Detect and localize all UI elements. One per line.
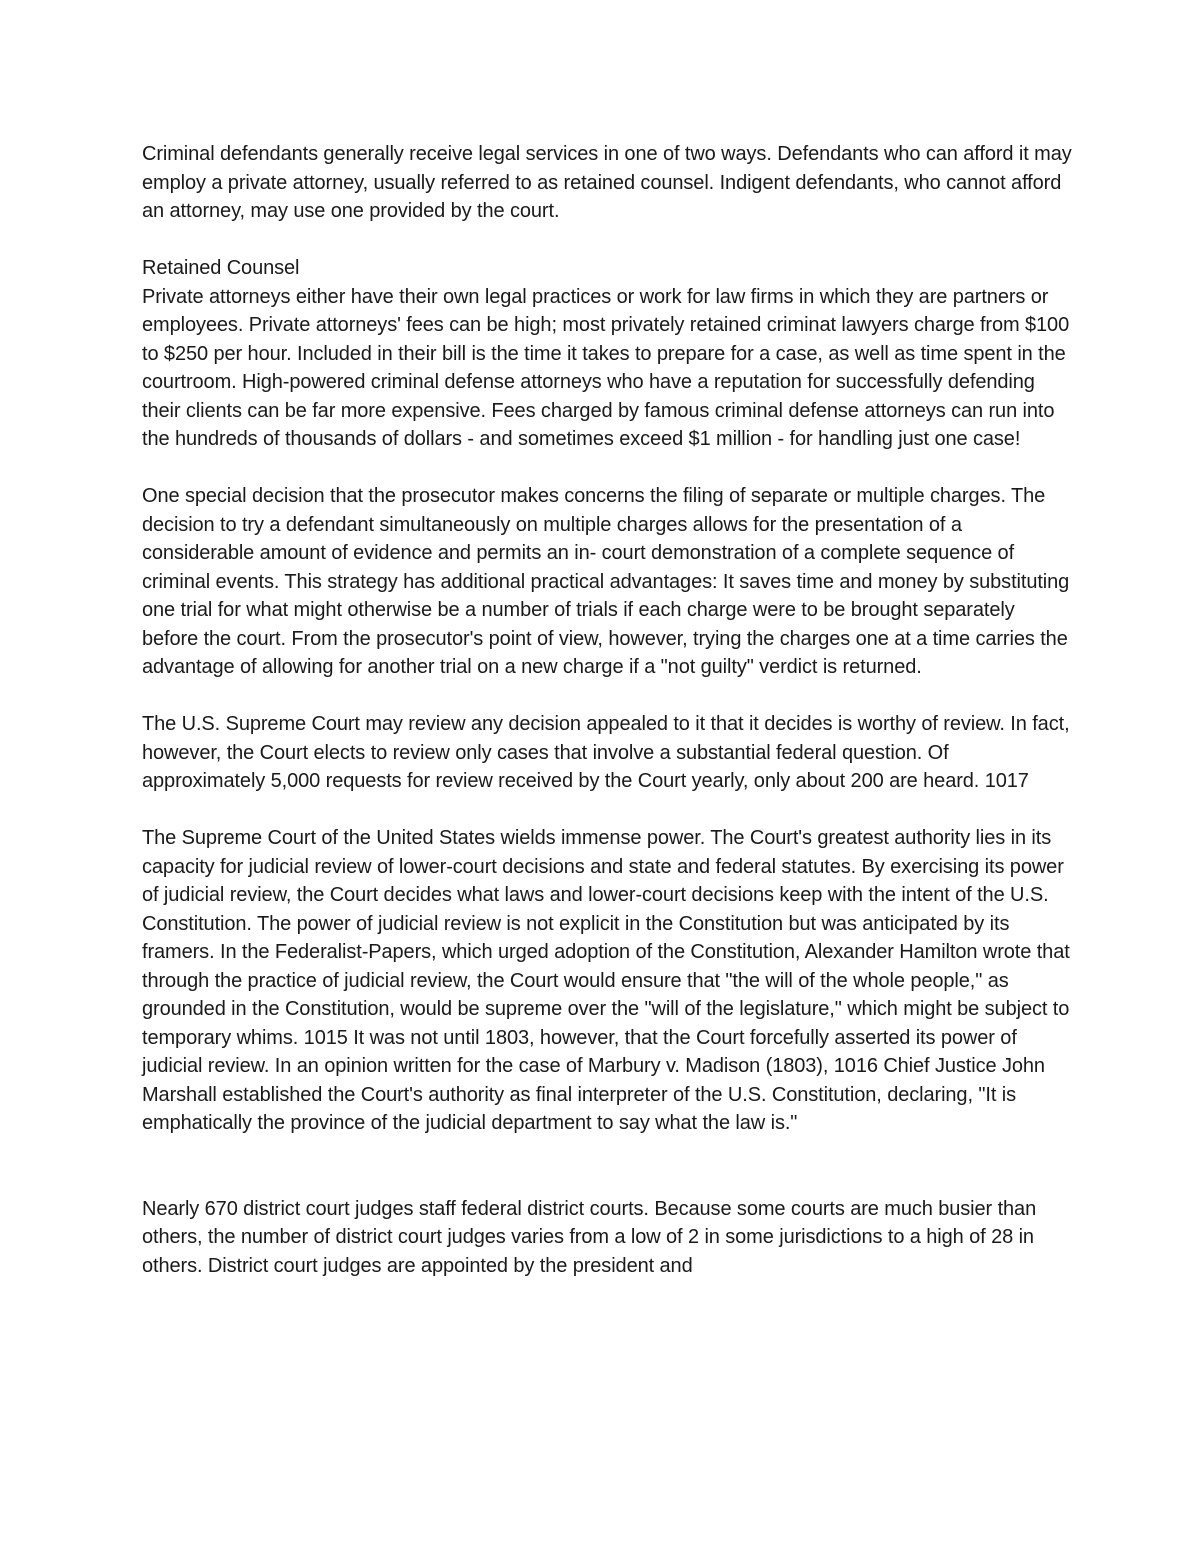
paragraph-private-attorneys: Private attorneys either have their own legal practices or work for law firms in which they are partners or employees. Private attorneys' fees can be high; most privately retained criminat lawyers charge from $100 to $250 per hour. Included in their bill is the time it takes to prepare for a case, as well as time spent in the courtroom. High-powered criminal defense attorneys who have a reputation for successfully defending their clients can be far more expensive. Fees charged by famous criminal defense attorneys can run into the hundreds of thousands of dollars - and sometimes exceed $1 million - for handling just one case! bbox=[142, 285, 1070, 450]
paragraph-district-court-judges: Nearly 670 district court judges staff federal district courts. Because some courts are much busier than others, the number of district court judges varies from a low of 2 in some jurisdictions to a high of 28 in others. District court judges are appointed by the president and bbox=[142, 1197, 1037, 1277]
paragraph-gap bbox=[142, 226, 1072, 255]
document-body bbox=[142, 140, 1072, 1280]
paragraph-legal-services: Criminal defendants generally receive legal services in one of two ways. Defendants who can afford it may employ a private attorney, usually referred to as retained counsel. Indigent defendants, who cannot afford an attorney, may use one provided by the court. bbox=[142, 143, 1072, 222]
paragraph-judicial-review: The Supreme Court of the United States wields immense power. The Court's greatest authority lies in its capacity for judicial review of lower-court decisions and state and federal statutes. By exercising its power of judicial review, the Court decides what laws and lower-court decisions keep with the intent of the U.S. Constitution. The power of judicial review is not explicit in the Constitution but was anticipated by its framers. In the Federalist-Papers, which urged adoption of the Constitution, Alexander Hamilton wrote that through the practice of judicial review, the Court would ensure that "the will of the whole people," as grounded in the Constitution, would be supreme over the "will of the legislature," which might be subject to temporary whims. 1015 It was not until 1803, however, that the Court forcefully asserted its power of judicial review. In an opinion written for the case of Marbury v. Madison (1803), 1016 Chief Justice John Marshall established the Court's authority as final interpreter of the U.S. Constitution, declaring, "It is emphatically the province of the judicial department to say what the law is." bbox=[142, 827, 1070, 1134]
paragraph-gap bbox=[142, 454, 1072, 483]
paragraph-gap bbox=[142, 796, 1072, 825]
paragraph-multiple-charges: One special decision that the prosecutor makes concerns the filing of separate or multiple charges. The decision to try a defendant simultaneously on multiple charges allows for the presentation of a considerable amount of evidence and permits an in- court demonstration of a complete sequence of criminal events. This strategy has additional practical advantages: It saves time and money by substituting one trial for what might otherwise be a number of trials if each charge were to be brought separately before the court. From the prosecutor's point of view, however, trying the charges one at a time carries the advantage of allowing for another trial on a new charge if a "not guilty" verdict is returned. bbox=[142, 485, 1070, 678]
paragraph-gap bbox=[142, 682, 1072, 711]
paragraph-supreme-court-review: The U.S. Supreme Court may review any decision appealed to it that it decides is worthy of review. In fact, however, the Court elects to review only cases that involve a substantial federal question. Of approximately 5,000 requests for review received by the Court yearly, only about 200 are heard. 1017 bbox=[142, 713, 1070, 792]
section-heading-retained-counsel: Retained Counsel bbox=[142, 257, 300, 279]
paragraph-gap bbox=[142, 1138, 1072, 1195]
